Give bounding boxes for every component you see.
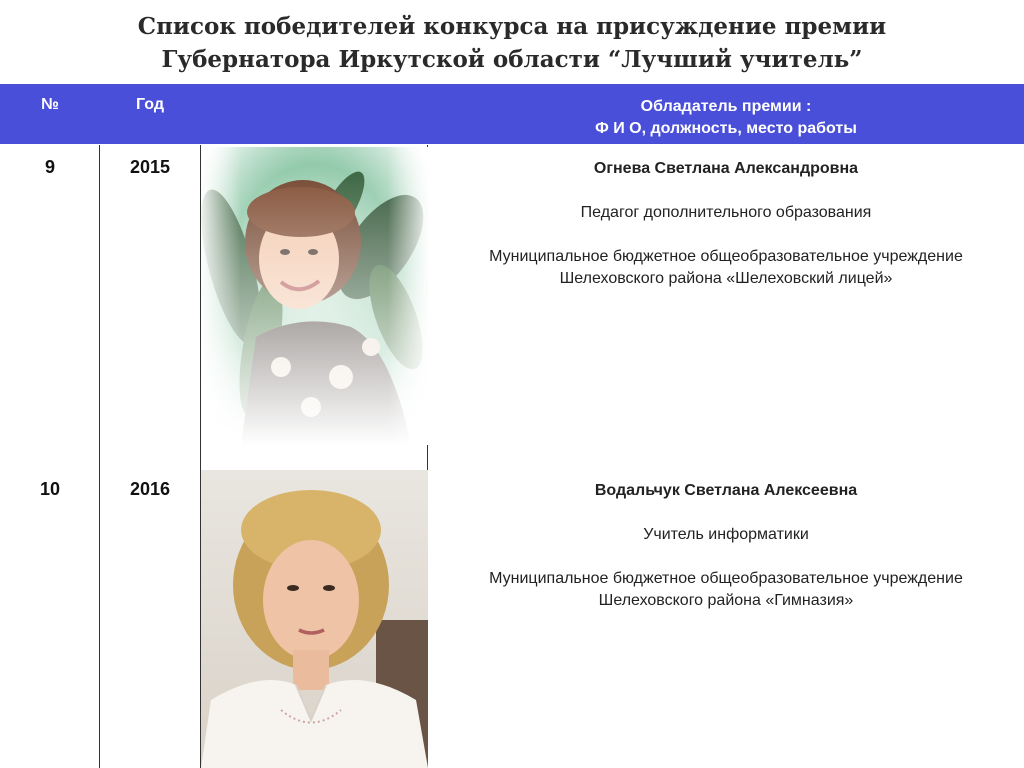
header-owner: [428, 96, 1024, 140]
title-line-1: Список победителей конкурса на присуждение премии: [137, 13, 887, 40]
winner-name: Водальчук Светлана Алексеевна: [594, 482, 858, 499]
row-year: 2016: [129, 479, 171, 499]
portrait-photo-icon: [201, 470, 428, 768]
winner-info: [428, 480, 1024, 612]
row-number: 10: [39, 479, 61, 499]
table-header: [0, 84, 1024, 144]
header-number: №: [41, 96, 59, 113]
page-title: [0, 10, 1024, 76]
portrait-photo-icon: [201, 147, 428, 445]
winner-position: Учитель информатики: [643, 526, 809, 543]
winner-info: [428, 158, 1024, 290]
winner-workplace-line-1: Муниципальное бюджетное общеобразовательное учреждение: [489, 248, 963, 265]
title-line-2: Губернатора Иркутской области “Лучший учитель”: [161, 46, 863, 73]
winner-name: Огнева Светлана Александровна: [593, 160, 859, 177]
row-number: 9: [44, 157, 55, 177]
winner-workplace-line-2: Шелеховского района «Шелеховский лицей»: [559, 270, 893, 287]
header-year: Год: [136, 96, 164, 113]
header-owner-line-2: Ф И О, должность, место работы: [595, 120, 857, 137]
winner-workplace-line-2: Шелеховского района «Гимназия»: [598, 592, 854, 609]
table-row: [0, 467, 1024, 768]
table-row: [0, 145, 1024, 467]
row-year: 2015: [129, 157, 171, 177]
winner-photo: [201, 470, 428, 768]
winner-position: Педагог дополнительного образования: [580, 204, 872, 221]
winner-photo: [201, 147, 428, 445]
winner-workplace-line-1: Муниципальное бюджетное общеобразовательное учреждение: [489, 570, 963, 587]
header-owner-line-1: Обладатель премии :: [640, 98, 812, 115]
